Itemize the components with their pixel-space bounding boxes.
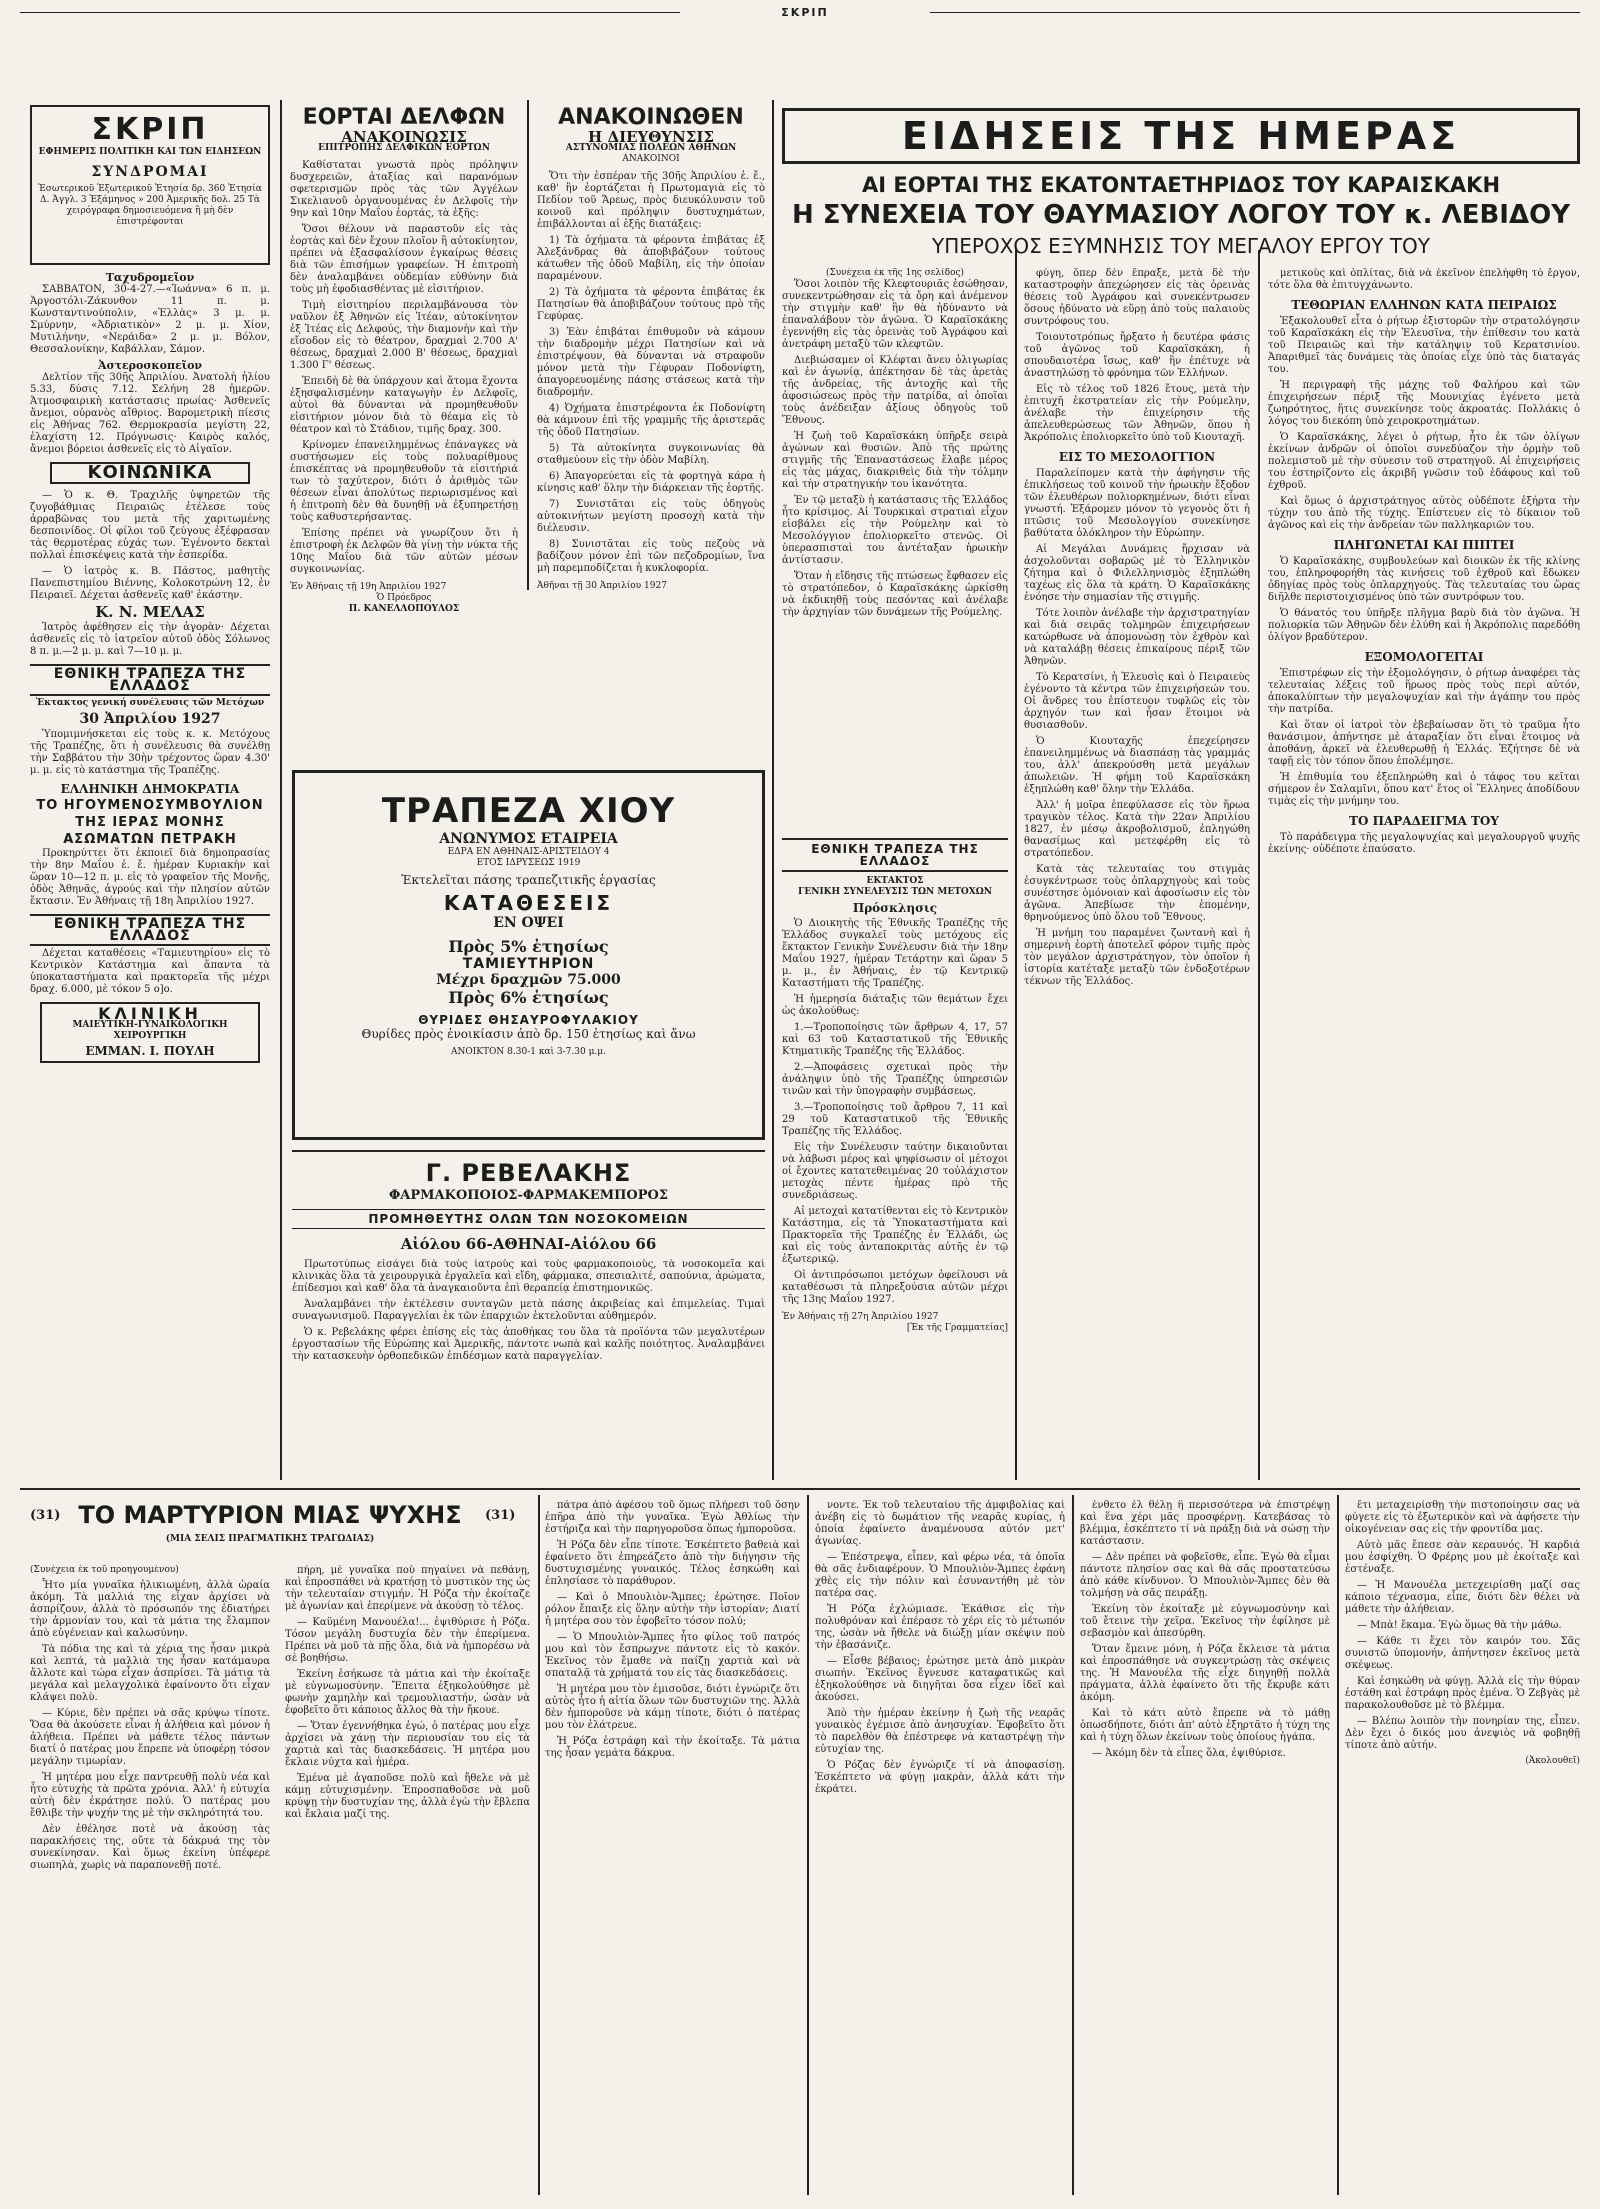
bank-heading: ΕΘΝΙΚΗ ΤΡΑΠΕΖΑ ΤΗΣ ΕΛΛΑΔΟΣ xyxy=(30,664,270,696)
bank-chios-limit: Μέχρι δραχμῶν 75.000 xyxy=(436,972,621,988)
social-news-heading: ΚΟΙΝΩΝΙΚΑ xyxy=(50,462,250,484)
text-block: 5) Τὰ αὐτοκίνητα συγκοινωνίας θὰ σταθμεύουν εἰς τὴν ὁδὸν Μαβίλη. xyxy=(537,443,765,466)
bank-chios-ad xyxy=(292,770,765,1140)
skrip-tagline: ΕΦΗΜΕΡΙΣ ΠΟΛΙΤΙΚΗ ΚΑΙ ΤΩΝ ΕΙΔΗΣΕΩΝ xyxy=(38,147,262,157)
text-block: Τὸ παράδειγμα τῆς μεγαλοψυχίας καὶ μεγαλουργοῦ ψυχῆς ἐκείνης· οὐδέποτε ἐπαύσατο. xyxy=(1268,832,1580,855)
bank-assembly-notice xyxy=(782,838,1008,1478)
text-block: 7) Συνιστᾶται εἰς τοὺς ὁδηγοὺς αὐτοκινήτων μεγίστη προσοχὴ κατὰ τὴν διέλευσιν. xyxy=(537,499,765,534)
police-notice xyxy=(537,105,765,765)
serial-column-5 xyxy=(1080,1500,1330,2195)
bank-chios-hours: ΑΝΟΙΚΤΟΝ 8.30-1 καὶ 3-7.30 μ.μ. xyxy=(451,1047,606,1057)
serial-column-6 xyxy=(1345,1500,1580,2195)
text-block: Καὶ τὸ κάτι αὐτὸ ἔπρεπε νὰ τὸ μάθῃ ὁπωσδήποτε, διότι ἀπ' αὐτὸ ἐξηρτᾶτο ἡ τύχη της καὶ ἡ τύχη ὅλων ἐκείνων τοὺς ὁποίους ἠγάπα. xyxy=(1080,1708,1330,1743)
text-block: νοντε. Ἐκ τοῦ τελευταίου τῆς ἀμφιβολίας καὶ ἀνέβη εἰς τὸ δωμάτιον τῆς νεαρᾶς κυρίας, ἡ ὁποία ἐφαίνετο ἀναμένουσα αὐτόν μετ' ἀγωνίας. xyxy=(815,1500,1065,1547)
text-block: ἐνθετο ἐλ θέλῃ ἢ περισσότερα νὰ ἐπιστρέψῃ καὶ ἕνα χέρι μᾶς προσφέρνῃ. Κατεβάσας τὸ βλέμμα, ἐσκέπτετο τί νὰ πράξῃ διὰ νὰ σώσῃ τὴν κατάστασιν. xyxy=(1080,1500,1330,1547)
news-headline-1: ΑΙ ΕΟΡΤΑΙ ΤΗΣ ΕΚΑΤΟΝΤΑΕΤΗΡΙΔΟΣ ΤΟΥ ΚΑΡΑΙΣΚΑΚΗ xyxy=(861,173,1501,197)
text-block: 4) Ὀχήματα ἐπιστρέφοντα ἐκ Ποδονίφτη θὰ κάμνουν ἐπὶ τῆς γραμμῆς τῆς ἀριστερᾶς τῆς ὁδοῦ Πατησίων. xyxy=(537,403,765,438)
bank-chios-rate-1: Πρὸς 5% ἐτησίως xyxy=(448,937,609,956)
news-headline-3: ΥΠΕΡΟΧΟΣ ΕΞΥΜΝΗΣΙΣ ΤΟΥ ΜΕΓΑΛΟΥ ΕΡΓΟΥ ΤΟΥ xyxy=(932,234,1430,258)
serial-number-right: (31) xyxy=(485,1508,516,1523)
news-banner-title: ΕΙΔΗΣΕΙΣ ΤΗΣ ΗΜΕΡΑΣ xyxy=(901,114,1461,158)
news-column-2 xyxy=(1024,268,1250,1468)
text-block: — Κύριε, δὲν πρέπει νὰ σᾶς κρύψω τίποτε. Ὅσα θὰ ἀκούσετε εἶναι ἡ ἀλήθεια καὶ μόνον ἡ ἀλήθεια. Πρέπει νὰ μάθετε τέλος πάντων διατί ὁ πατέρας μου ἔπρεπε νὰ ὑποφέρῃ τόσον μεγάλην τιμωρίαν. xyxy=(30,1708,270,1767)
text-block: Ὁ θάνατός του ὑπῆρξε πλῆγμα βαρὺ διὰ τὸν ἀγῶνα. Ἡ πολιορκία τῶν Ἀθηνῶν δὲν ἐλύθη καὶ ἡ Ἀκρόπολις παρεδόθη ὀλίγον βραδύτερον. xyxy=(1268,608,1580,643)
serial-column-2 xyxy=(285,1565,530,2195)
text-block: — Καὶ ὁ Μπουλιὸν-Ἄμπες; ἐρώτησε. Ποῖον ρόλον ἔπαιξε εἰς ὅλην αὐτὴν τὴν ἱστορίαν; Διατί ἡ μητέρα σου τὸν ἐφοβεῖτο τόσον πολύ; xyxy=(545,1592,800,1627)
serial-header xyxy=(30,1500,530,1560)
column-rule xyxy=(1258,250,1260,1480)
skrip-name: ΣΚΡΙΠ xyxy=(91,112,209,147)
text-block: — Δὲν πρέπει νὰ φοβεῖσθε, εἶπε. Ἐγὼ θὰ εἶμαι πάντοτε πλησίον σας καὶ θὰ σᾶς προστατεύσω ἀπὸ κάθε κίνδυνον. Ὁ Μπουλιὸν-Ἄμπες δὲν θὰ τολμήσῃ νὰ σᾶς πειράξῃ. xyxy=(1080,1552,1330,1599)
pharmacy-supplier: ΠΡΟΜΗΘΕΥΤΗΣ ΟΛΩΝ ΤΩΝ ΝΟΣΟΚΟΜΕΙΩΝ xyxy=(292,1209,765,1229)
bank-chios-price: Θυρίδες πρὸς ἐνοικίασιν ἀπὸ δρ. 150 ἐτησίως καὶ ἄνω xyxy=(361,1027,696,1041)
text-block: 3.—Τροποποίησις τοῦ ἄρθρου 7, 11 καὶ 29 τοῦ Καταστατικοῦ τῆς Ἐθνικῆς Τραπέζης τῆς Ἑλλάδος. xyxy=(782,1102,1008,1137)
post-heading: Ταχυδρομεῖον xyxy=(105,272,195,284)
text-block: Ἡ ζωὴ τοῦ Καραϊσκάκη ὑπῆρξε σειρὰ ἀγώνων καὶ θυσιῶν. Ἀπὸ τῆς πρώτης στιγμῆς τῆς Ἐπαναστάσεως ἔλαβε μέρος εἰς τὰς μάχας, διακριθεὶς διὰ τὴν τόλμην καὶ τὴν στρατηγικήν του ἱκανότητα. xyxy=(782,431,1008,490)
text-block: Ὁ κ. Ρεβελάκης φέρει ἐπίσης εἰς τὰς ἀποθήκας του ὅλα τὰ προϊόντα τῶν μεγαλυτέρων ἐργοστασίων τῆς Εὐρώπης καὶ Ἀμερικῆς, πάντοτε νωπὰ καὶ καλῆς ποιότητος. Ἀναλαμβάνει τὴν κατασκευὴν ὀρθοπεδικῶν ἐπιδέσμων κατὰ παραγγελίαν. xyxy=(292,1327,765,1362)
news-column-3 xyxy=(1268,268,1580,1468)
text-block: Ἡ περιγραφὴ τῆς μάχης τοῦ Φαλήρου καὶ τῶν ἐπιχειρήσεων πέριξ τῆς Μουνιχίας ἐγένετο μετὰ ζωηρότητος, ἥτις συνεκίνησε τοὺς ἀκροατάς. Πολλάκις ὁ λόγος του διεκόπη ὑπὸ χειροκροτημάτων. xyxy=(1268,380,1580,427)
text-block: — Ἐπέστρεψα, εἶπεν, καὶ φέρω νέα, τὰ ὁποῖα θὰ σᾶς ἐνδιαφέρουν. Ὁ Μπουλιὸν-Ἄμπες ἐφάνη χθὲς εἰς τὴν πόλιν καὶ ἐσυναντήθη μὲ τὸν πατέρα σας. xyxy=(815,1552,1065,1599)
text-block: — Ὅταν ἐγεννήθηκα ἐγώ, ὁ πατέρας μου εἶχε ἀρχίσει νὰ χάνῃ τὴν περιουσίαν του εἰς τὰ χαρτιὰ καὶ τὰς διασκεδάσεις. Ἡ μητέρα μου ἔκλαιε νύχτα καὶ ἡμέρα. xyxy=(285,1721,530,1768)
serial-number-left: (31) xyxy=(30,1508,61,1523)
text-block: Ὁ Καραϊσκάκης, συμβουλεύων καὶ διοικῶν ἐκ τῆς κλίνης του, ἐπληροφορήθη τὰς κινήσεις τοῦ ἐχθροῦ καὶ ἔδωκεν ὁδηγίας πρὸς τοὺς ὁπλαρχηγούς. Τὰς τελευταίας του ὥρας διῆλθε περιστοιχισμένος ὑπὸ τῶν συντρόφων του. xyxy=(1268,556,1580,603)
text-block: — Μπὰ! ἔκαμα. Ἐγὼ ὅμως θὰ τὴν μάθω. xyxy=(1357,1620,1562,1631)
text-block: Ἡ ἡμερησία διάταξις τῶν θεμάτων ἔχει ὡς ἀκολούθως: xyxy=(782,994,1008,1017)
text-block: 1) Τὰ ὀχήματα τὰ φέροντα ἐπιβάτας ἐξ Ἀλεξάνδρας θὰ ἀποβιβάζουν τούτους κάτωθεν τῆς ὁδοῦ Μαβίλη, εἰς τὴν ὁποίαν παραμένουν. xyxy=(537,235,765,282)
peiraeus-heading: ΤΕΘΩΡΙΑΝ ΕΛΛΗΝΩΝ ΚΑΤΑ ΠΕΙΡΑΙΩΣ xyxy=(1291,298,1557,312)
text-block: Εἰς τὸ τέλος τοῦ 1826 ἔτους, μετὰ τὴν ἐπιτυχῆ ἐκστρατείαν εἰς τὴν Ρούμελην, ἀνέλαβε τὴν ἐπιχείρησιν τῆς ἀπελευθερώσεως τῶν Ἀθηνῶν, ὅπου ἡ Ἀκρόπολις ἐπολιορκεῖτο ὑπὸ τοῦ Κιουταχῆ. xyxy=(1024,384,1250,443)
text-block: Προκηρύττει ὅτι ἐκποιεῖ διὰ δημοπρασίας τὴν 8ην Μαΐου ἐ. ἔ. ἡμέραν Κυριακὴν καὶ ὥραν 10—12 π. μ. εἰς τὸ γραφεῖον τῆς Μονῆς, ὁδὸς Ἀθηνᾶς, ἀγρούς καὶ τὴν πλησίον αὐτῶν ἔκτασιν. Ἐν Ἀθήναις τῇ 18η Ἀπριλίου 1927. xyxy=(30,848,270,907)
text-block: 8) Συνιστᾶται εἰς τοὺς πεζοὺς νὰ βαδίζουν μόνον ἐπὶ τῶν πεζοδρομίων, ἵνα μὴ παρεμποδίζεται ἡ κυκλοφορία. xyxy=(537,539,765,574)
serial-column-4 xyxy=(815,1500,1065,2195)
text-block: (Συνέχεια ἐκ τῆς 1ης σελίδος) xyxy=(825,268,965,278)
text-block: Τότε λοιπὸν ἀνέλαβε τὴν ἀρχιστρατηγίαν καὶ διὰ σειρᾶς τολμηρῶν ἐπιχειρήσεων κατώρθωσε νὰ ἀπομονώσῃ τὸν ἐχθρὸν καὶ νὰ καταλάβῃ θέσεις ἐπικαίρους πέριξ τῶν Ἀθηνῶν. xyxy=(1024,608,1250,667)
clinic-doctor: ΕΜΜΑΝ. Ι. ΠΟΥΛΗ xyxy=(85,1044,215,1058)
delphi-notice xyxy=(290,105,518,765)
bank-chios-seat: ΕΔΡΑ ΕΝ ΑΘΗΝΑΙΣ-ΑΡΙΣΤΕΙΔΟΥ 4 xyxy=(447,847,610,857)
bank-chios-founded: ΕΤΟΣ ΙΔΡΥΣΕΩΣ 1919 xyxy=(476,858,581,868)
subscriptions-heading: ΣΥΝΔΡΟΜΑΙ xyxy=(91,164,209,180)
serial-continued: (Συνέχεια ἐκ τοῦ προηγουμένου) xyxy=(30,1565,179,1575)
mesolonghi-heading: ΕΙΣ ΤΟ ΜΕΣΟΛΟΓΓΙΟΝ xyxy=(1058,450,1216,464)
text-block: Καὶ ἐσηκώθη νὰ φύγῃ. Ἀλλὰ εἰς τὴν θύραν ἐστάθη καὶ ἐστράφη πρὸς ἐμένα. Ὁ Ζεβγὰς μὲ παρακολουθοῦσε μὲ τὸ βλέμμα. xyxy=(1345,1676,1580,1711)
police-sub3: ΑΝΑΚΟΙΝΟΙ xyxy=(622,154,680,164)
serial-column-rule xyxy=(1072,1495,1074,2195)
police-sub2: ΑΣΤΥΝΟΜΙΑΣ ΠΟΛΕΩΝ ΑΘΗΝΩΝ xyxy=(565,143,737,153)
text-block: Καθίσταται γνωστὰ πρὸς πρόληψιν δυσχερειῶν, ἀταξίας καὶ παρανόμων σφετερισμῶν πρὸς τὰς τῶν Ἀγγέλων Σικελιανοῦ ὀργανουμένας ἐν Δελφοῖς τὴν 9ην καὶ 10ην Μαΐου ἑορτάς, τὰ ἑξῆς: xyxy=(290,160,518,219)
text-block: ἔτι μεταχειρίσθῃ τὴν πιστοποίησιν σας νὰ φύγετε εἰς τὸ ἐξωτερικὸν καὶ νὰ ἀφήσετε τὴν οἰκογένειαν σας εἰς τὴν φροντίδα μας. xyxy=(1345,1500,1580,1535)
serial-follows: (Ἀκολουθεῖ) xyxy=(1525,1756,1580,1766)
text-block: 6) Ἀπαγορεύεται εἰς τὰ φορτηγὰ κάρα ἡ κίνησις καθ' ὅλην τὴν διάρκειαν τῆς ἑορτῆς. xyxy=(537,471,765,494)
police-subtitle: Η ΔΙΕΥΘΥΝΣΙΣ xyxy=(588,128,714,146)
text-block: Ἐξακολουθεῖ εἶτα ὁ ρήτωρ ἐξιστορῶν τὴν στρατολόγησιν τοῦ Καραϊσκάκη εἰς τὴν Ἐλευσῖνα, τὴν ἐπίθεσιν του κατὰ τοῦ Πειραιῶς καὶ τὴν κατάληψιν τοῦ Κερατσινίου. Ἀπαριθμεῖ τὰς δυνάμεις τὰς ὁποίας εἶχε ὑπὸ τὰς διαταγάς του. xyxy=(1268,316,1580,375)
bank-chios-ops: Ἐκτελεῖται πάσης τραπεζιτικῆς ἐργασίας xyxy=(401,873,656,887)
delphi-title: ΕΟΡΤΑΙ ΔΕΛΦΩΝ xyxy=(302,105,506,130)
text-block: Ἡ ἐπιθυμία του ἐξεπληρώθη καὶ ὁ τάφος του κεῖται σήμερον ἐν Σαλαμῖνι, ὅπου κατ' ἔτος οἱ Ἕλληνες ἀποδίδουν τιμὰς εἰς τὴν μνήμην του. xyxy=(1268,772,1580,807)
delphi-committee: ΕΠΙΤΡΟΠΗΣ ΔΕΛΦΙΚΩΝ ΕΟΡΤΩΝ xyxy=(318,143,490,153)
text-block: Ὁ Ρόζας δὲν ἐγνώριζε τί νὰ ἀποφασίσῃ. Ἐσκέπτετο νὰ φύγῃ μακρὰν, ἀλλὰ κάτι τὴν ἐκράτει. xyxy=(815,1760,1065,1795)
observatory-heading: Ἀστεροσκοπεῖον xyxy=(97,359,203,372)
text-block: Παραλείπομεν κατὰ τὴν ἀφήγησιν τῆς ἐπικλήσεως τοῦ κοινοῦ τὴν ἡρωικὴν ἔξοδον τῶν ἐλευθέρων πολιορκημένων, διότι εἶναι γνωστή. Ἐξάρομεν μόνον τὸ γεγονὸς ὅτι ἡ πτῶσις τοῦ Μεσολογγίου συνεκίνησε βαθύτατα ὁλόκληρον τὴν Εὐρώπην. xyxy=(1024,468,1250,539)
text-block: Ἐπειδὴ δὲ θὰ ὑπάρχουν καὶ ἄτομα ἔχοντα ἐξησφαλισμένην καταγωγὴν ἐν Δελφοῖς, αὐτοὶ θὰ δύνανται νὰ προμηθευθοῦν εἰσιτήριον μόνον διὰ τὸ θέαμα εἰς τὸ θέατρον καὶ τὸ Στάδιον, τιμῆς δραχ. 300. xyxy=(290,376,518,435)
text-block: πήρη, μὲ γυναῖκα ποὺ πηγαίνει νὰ πεθάνῃ, καὶ ἐπροσπάθει νὰ κρατήσῃ τὸ μυστικὸν της ὡς τὴν τελευταίαν στιγμήν. Ἡ Ρόζα τὴν ἐκοίταζε μὲ ἀγωνίαν καὶ ἐπερίμενε νὰ ἀκούσῃ τὸ τέλος. xyxy=(285,1565,530,1612)
serial-column-3 xyxy=(545,1500,800,2195)
text-block: — Ὁ κ. Θ. Τραχιλῆς ὑψηρετῶν τῆς ζυγοβάθμιας Πειραιῶς ἐτέλεσε τοὺς ἀρραβῶνας του μετὰ τῆς χαριτωμένης δεσποινίδος. Οἱ φίλοι τοῦ ζεύγους ἐξέφρασαν τὰς θερμοτέρας εὐχάς των. Ἐγένοντο δεκταὶ πολλαὶ ἐπισκέψεις κατὰ τὴν ἑσπερίδα. xyxy=(30,490,270,561)
text-block: — Ὁ Μπουλιὸν-Ἄμπες ἦτο φίλος τοῦ πατρός μου καὶ τὸν ἔσπρωχνε πάντοτε εἰς τὸ κακόν. Ἐκεῖνος τὸν ἔμαθε νὰ παίζῃ χαρτιὰ καὶ νὰ σπαταλᾷ τὰ χρήματά του εἰς τὰς διασκεδάσεις. xyxy=(545,1632,800,1679)
text-block: Ὁ Διοικητὴς τῆς Ἐθνικῆς Τραπέζης τῆς Ἑλλάδος συγκαλεῖ τοὺς μετόχους εἰς ἔκτακτον Γενικὴν Συνέλευσιν διὰ τὴν 18ην Μαΐου 1927, ἡμέραν Τετάρτην καὶ ὥραν 5 μ. μ., ἐν Ἀθήναις, ἐν τῷ Κεντρικῷ Καταστήματι τῆς Τραπέζης. xyxy=(782,918,1008,989)
bank-subheading: Ἐκτακτος γενική συνέλευσις τῶν Μετόχων xyxy=(35,698,265,708)
text-block: μετικοὺς καὶ ὁπλίτας, διὰ νὰ ἐκεῖνον ἐπελήφθη τὸ ἔργον, τότε ὅλα θὰ ἐπιτυγχάνωντο. xyxy=(1268,268,1580,291)
text-block: Ἐκείνη ἐσήκωσε τὰ μάτια καὶ τὴν ἐκοίταξε μὲ εὐγνωμοσύνην. Ἔπειτα ἐξηκολούθησε μὲ φωνὴν χαμηλὴν καὶ τρεμουλιαστήν, ὡσὰν νὰ ἐφοβεῖτο ὅτι κάποιος ἄλλος θὰ τὴν ἤκουε. xyxy=(285,1669,530,1716)
text-block: Ὅταν ἡ εἴδησις τῆς πτώσεως ἔφθασεν εἰς τὸ στρατόπεδον, ὁ Καραϊσκάκης ὡρκίσθη νὰ ἐκδικηθῇ τοὺς πεσόντας καὶ ἀνέλαβε τὴν ἀρχηγίαν τῶν δυνάμεων τῆς Ρούμελης. xyxy=(782,571,1008,618)
text-block: φύγη, ὅπερ δὲν ἔπραξε, μετὰ δὲ τὴν καταστροφὴν ἀπεχώρησεν εἰς τὰς ὀρεινὰς θέσεις τοῦ Ἀγράφου καὶ συνεκέντρωσεν ὅσους ἠδύνατο νὰ εὕρῃ ἀπὸ τοὺς παλαιοὺς συντρόφους του. xyxy=(1024,268,1250,327)
skrip-subscription-box xyxy=(30,105,270,265)
column-rule xyxy=(772,100,774,1480)
serial-column-rule xyxy=(807,1495,809,2195)
bank-notice-from: [Ἐκ τῆς Γραμματείας] xyxy=(906,1323,1008,1333)
text-block: Δελτίον τῆς 30ῆς Ἀπριλίου. Ἀνατολὴ ἡλίου 5.33, δύσις 7.12. Σελήνη 28 ἡμερῶν. Ἀτμοσφαιρικὴ κατάστασις πρωίας· Ἀσθενεῖς ἄνεμοι, οὐρανὸς αἴθριος. Βαρομετρικὴ πίεσις εἰς Ἀθήνας 762. Θερμοκρασία μεγίστη 22, ἐλαχίστη 12. Πρόγνωσις· Καιρὸς καλός, ἄνεμοι βόρειοι ἀσθενεῖς εἰς τὸ Αἰγαῖον. xyxy=(30,372,270,455)
clinic-ad xyxy=(40,1002,260,1063)
text-block: Τιμὴ εἰσιτηρίου περιλαμβάνουσα τὸν ναῦλον ἐξ Ἀθηνῶν εἰς Ἰτέαν, αὐτοκίνητον ἐξ Ἰτέας εἰς Δελφούς, τὴν διαμονὴν καὶ τὴν εἴσοδον εἰς τὸ θέατρον, δραχμαὶ 2.700 Α' θέσεως, δραχμαὶ 2.000 Β' θέσεως, δραχμαὶ 1.300 Γ' θέσεως. xyxy=(290,300,518,371)
text-block: Εἰς τὴν Συνέλευσιν ταύτην δικαιοῦνται νὰ λάβωσι μέρος καὶ ψηφίσωσιν οἱ μέτοχοι οἱ ἔχοντες κατατεθειμένας 20 τοὐλάχιστον μετοχὰς πέντε ἡμέρας πρὸ τῆς συνεδριάσεως. xyxy=(782,1142,1008,1201)
delphi-date: Ἐν Ἀθήναις τῇ 19η Ἀπριλίου 1927 xyxy=(290,582,447,592)
bank-notice-invitation: Πρόσκλησις xyxy=(852,901,938,915)
column-rule xyxy=(1015,250,1017,1480)
bank-notice-sub2: ΓΕΝΙΚΗ ΣΥΝΕΛΕΥΣΙΣ ΤΩΝ ΜΕΤΟΧΩΝ xyxy=(797,887,992,897)
text-block: Ὅσοι θέλουν νὰ παραστοῦν εἰς τὰς ἑορτὰς καὶ δὲν ἔχουν πλοῖον ἢ αὐτοκίνητον, πρέπει νὰ ἐξασφαλίσουν ἐγκαίρως θέσεις διὰ τῶν ἐπισήμων γραφείων. Ἡ ἐπιτροπὴ δὲν ἀναλαμβάνει οὐδεμίαν εὐθύνην διὰ τοὺς μὴ ἐφοδιασθέντας μὲ εἰσιτήριον. xyxy=(290,224,518,295)
bank-chios-deposits: ΚΑΤΑΘΕΣΕΙΣ xyxy=(443,891,614,915)
text-block: Ὑπομιμνήσκεται εἰς τοὺς κ. κ. Μετόχους τῆς Τραπέζης, ὅτι ἡ συνέλευσις θὰ συνέλθῃ τὴν Σαββάτου τὴν 30ὴν τρέχοντος ὥραν 4.30' μ. μ. εἰς τὸ κατάστημα τῆς Τραπέζης. xyxy=(30,729,270,776)
text-block: Ἐν τῷ μεταξὺ ἡ κατάστασις τῆς Ἑλλάδος ἦτο κρίσιμος. Αἱ Τουρκικαὶ στρατιαὶ εἶχον εἰσβάλει εἰς τὴν Ρούμελην καὶ τὸ Μεσολόγγιον ἐπολιορκεῖτο στενῶς. Οἱ ὑπερασπισταὶ του ἀντέταξαν ἡρωικὴν ἀντίστασιν. xyxy=(782,495,1008,566)
text-block: — Βλέπω λοιπὸν τὴν πονηρίαν της, εἶπεν. Δὲν ἔχει ὁ δικός μου ἀνεψιὸς νὰ φοβηθῇ τίποτε ἀπὸ αὐτήν. xyxy=(1345,1716,1580,1751)
pharmacy-role: ΦΑΡΜΑΚΟΠΟΙΟΣ-ΦΑΡΜΑΚΕΜΠΟΡΟΣ xyxy=(388,1188,669,1203)
bank-chios-safes: ΘΥΡΙΔΕΣ ΘΗΣΑΥΡΟΦΥΛΑΚΙΟΥ xyxy=(418,1013,639,1027)
melas-name: Κ. Ν. ΜΕΛΑΣ xyxy=(95,603,205,621)
delphi-signer: Π. ΚΑΝΕΛΛΟΠΟΥΛΟΣ xyxy=(348,604,460,614)
column-rule xyxy=(527,100,529,590)
example-heading: ΤΟ ΠΑΡΑΔΕΙΓΜΑ ΤΟΥ xyxy=(1349,814,1499,828)
pharmacy-ad xyxy=(292,1150,765,1470)
serial-title: ΤΟ ΜΑΡΤΥΡΙΟΝ ΜΙΑΣ ΨΥΧΗΣ xyxy=(78,1501,462,1529)
police-title: ΑΝΑΚΟΙΝΩΘΕΝ xyxy=(558,105,744,130)
text-block: Ἡ Ρόζα ἐχλώμιασε. Ἐκάθισε εἰς τὴν πολυθρόναν καὶ ἐπέρασε τὸ χέρι εἰς τὸ μέτωπόν της, ὡσὰν νὰ ἤθελε νὰ διώξῃ μίαν σκέψιν ποὺ τὴν ἐβασάνιζε. xyxy=(815,1604,1065,1651)
bank-chios-rate-2: Πρὸς 6% ἐτησίως xyxy=(448,988,609,1007)
text-block: Ἡ μητέρα μου τὸν ἐμισοῦσε, διότι ἐγνώριζε ὅτι αὐτὸς ἦτο ἡ αἰτία ὅλων τῶν δυστυχιῶν της. Ἀλλὰ δὲν ἠμποροῦσε νὰ κάμῃ τίποτε, διότι ὁ πατέρας μου τὸν ἐλάτρευε. xyxy=(545,1684,800,1731)
monastery-heading: ΤΟ ΗΓΟΥΜΕΝΟΣΥΜΒΟΥΛΙΟΝ ΤΗΣ ΙΕΡΑΣ ΜΟΝΗΣ ΑΣΩΜΑΤΩΝ ΠΕΤΡΑΚΗ xyxy=(36,798,264,847)
text-block: — Εἶσθε βέβαιος; ἐρώτησε μετὰ ἀπὸ μικρὰν σιωπήν. Ἐκεῖνος ἔγνευσε καταφατικῶς καὶ ἐξηκολούθησε νὰ διηγῆται ὅσα εἶχεν ἰδεῖ καὶ ἀκούσει. xyxy=(815,1656,1065,1703)
serial-subtitle: (ΜΙΑ ΣΕΛΙΣ ΠΡΑΓΜΑΤΙΚΗΣ ΤΡΑΓΩΔΙΑΣ) xyxy=(165,1534,375,1544)
bank2-heading: ΕΘΝΙΚΗ ΤΡΑΠΕΖΑ ΤΗΣ ΕΛΛΑΔΟΣ xyxy=(30,914,270,946)
text-block: Τὸ Κερατσίνι, ἡ Ἐλευσὶς καὶ ὁ Πειραιεὺς ἐγένοντο τὰ κέντρα τῶν ἐπιχειρήσεών του. Οἱ ἄνδρες του ἐπίστευον τυφλῶς εἰς τὸν ἀρχηγόν των καὶ ἦσαν ἕτοιμοι νὰ θυσιασθοῦν. xyxy=(1024,672,1250,731)
text-block: Ἐκείνη τὸν ἐκοίταξε μὲ εὐγνωμοσύνην καὶ τοῦ ἔτεινε τὴν χεῖρα. Ἐκεῖνος τὴν ἐφίλησε μὲ σεβασμὸν καὶ ἀπεσύρθη. xyxy=(1080,1604,1330,1639)
news-column-1 xyxy=(782,268,1008,828)
text-block: — Ὁ ἰατρὸς κ. Β. Πάστος, μαθητὴς Πανεπιστημίου Βιέννης, Κολοκοτρώνη 12, ἐν Πειραιεῖ. Δέχεται ἀσθενεῖς καθ' ἑκάστην. xyxy=(30,566,270,601)
pharmacy-name: Γ. ΡΕΒΕΛΑΚΗΣ xyxy=(292,1150,765,1188)
clinic-subtitle: ΜΑΙΕΥΤΙΚΗ-ΓΥΝΑΙΚΟΛΟΓΙΚΗ ΧΕΙΡΟΥΡΓΙΚΗ xyxy=(72,1020,228,1041)
text-block: Ἀλλ' ἡ μοῖρα ἐπεφύλασσε εἰς τὸν ἥρωα τραγικὸν τέλος. Κατὰ τὴν 22αν Ἀπριλίου 1827, ἐν μέσῳ ἀκροβολισμοῦ, ἐπληγώθη θανασίμως καὶ μετεφέρθη εἰς τὸ στρατόπεδον. xyxy=(1024,800,1250,859)
text-block: Κρίνομεν ἐπανειλημμένως ἐπάναγκες νὰ συστήσωμεν εἰς τοὺς πολυαρίθμους ἐπισκέπτας νὰ προμηθευθοῦν τὰ εἰσιτήριά των τὸ ταχύτερον, διότι ὁ ἀριθμὸς τῶν θέσεων εἶναι ἀπολύτως περιωρισμένος καὶ ἡ ἐπιτροπὴ δὲν θὰ δυνηθῇ νὰ ἐξυπηρετήσῃ τοὺς καθυστερήσαντας. xyxy=(290,440,518,523)
delphi-signer-role: Ὁ Πρόεδρος xyxy=(376,593,432,603)
text-block: — Κάθε τι ἔχει τὸν καιρόν του. Σᾶς συνιστῶ ὑπομονήν, ἀπήντησεν ἐκεῖνος μετὰ σκέψεως. xyxy=(1345,1636,1580,1671)
left-column-text xyxy=(30,272,270,1477)
text-block: Ὅταν ἔμεινε μόνη, ἡ Ρόζα ἔκλεισε τὰ μάτια καὶ ἐπροσπάθησε νὰ συγκεντρώσῃ τὰς σκέψεις της. Ἡ Μανουέλα τῆς εἶχε διηγηθῇ πολλὰ πράγματα, ἀλλὰ ἐφαίνετο ὅτι τῆς ἔκρυβε κάτι ἀκόμη. xyxy=(1080,1644,1330,1703)
text-block: — Καϋμένη Μανουέλα!... ἐψιθύρισε ἡ Ρόζα. Τόσον μεγάλη δυστυχία δὲν τὴν ἐπερίμενα. Πρέπει νὰ μοῦ τὰ πῇς ὅλα, διὰ νὰ ἠμπορέσω νὰ σὲ βοηθήσω. xyxy=(285,1617,530,1664)
news-headline-2: Η ΣΥΝΕΧΕΙΑ ΤΟΥ ΘΑΥΜΑΣΙΟΥ ΛΟΓΟΥ ΤΟΥ κ. ΛΕΒΙΔΟΥ xyxy=(791,200,1571,230)
text-block: Ἀπὸ τὴν ἡμέραν ἐκείνην ἡ ζωὴ τῆς νεαρᾶς γυναικὸς ἐγέμισε ἀπὸ ἀνησυχίαν. Ἐφοβεῖτο ὅτι τὸ παρελθὸν θὰ ἐπέστρεφε νὰ καταστρέψῃ τὴν εὐτυχίαν της. xyxy=(815,1708,1065,1755)
text-block: Αἱ Μεγάλαι Δυνάμεις ἤρχισαν νὰ ἀσχολοῦνται σοβαρῶς μὲ τὸ Ἑλληνικὸν ζήτημα καὶ ὁ Φιλελληνισμὸς ἐξηπλώθη ταχέως εἰς ὅλα τὰ κράτη. Ὁ Καραϊσκάκης ἐνόησε τὴν σημασίαν τῆς στιγμῆς. xyxy=(1024,544,1250,603)
clinic-title: ΚΛΙΝΙΚΗ xyxy=(98,1004,202,1023)
news-banner xyxy=(782,108,1580,164)
text-block: Οἱ ἀντιπρόσωποι μετόχων ὀφείλουσι νὰ καταθέσωσι τὰ πληρεξούσια αὐτῶν μέχρι τῆς 13ης Μαΐου 1927. xyxy=(782,1270,1008,1305)
delphi-subtitle: ΑΝΑΚΟΙΝΩΣΙΣ xyxy=(341,128,467,146)
masthead-rule-right xyxy=(930,12,1580,13)
text-block: Τὰ πόδια της καὶ τὰ χέρια της ἦσαν μικρὰ καὶ λεπτά, τὰ μαλλιὰ της ἦσαν κατάμαυρα ἄλλοτε καὶ τώρα εἶχαν ἀσπρίσει. Τὰ μάτια τὰ μεγάλα καὶ μελαγχολικὰ ἐφαίνοντο ὅτι εἶχαν κλάψει πολὺ. xyxy=(30,1644,270,1703)
column-rule xyxy=(280,100,282,1480)
text-block: Κατὰ τὰς τελευταίας του στιγμὰς ἐσυγκέντρωσε τοὺς ὁπλαρχηγοὺς καὶ τοὺς συνέστησε ὁμόνοιαν καὶ ἀφοσίωσιν εἰς τὸν ἀγῶνα. Ἀπεβίωσε τὴν ἑπομένην, θρηνούμενος ὑπὸ ὅλου τοῦ Ἔθνους. xyxy=(1024,864,1250,923)
text-block: Τοιουτοτρόπως ἤρξατο ἡ δευτέρα φάσις τοῦ ἀγῶνος τοῦ Καραϊσκάκη, ἡ σπουδαιοτέρα ἴσως, καθ' ἣν ἐπέτυχε νὰ ἀναστηλώσῃ τὸ φρόνημα τῶν Ἑλλήνων. xyxy=(1024,332,1250,379)
text-block: Ἐπίσης πρέπει νὰ γνωρίζουν ὅτι ἡ ἐπιστροφὴ ἐκ Δελφῶν θὰ γίνῃ τὴν νύκτα τῆς 10ης Μαΐου διὰ τῶν αὐτῶν μέσων συγκοινωνίας. xyxy=(290,528,518,575)
bank-notice-date: Ἐν Ἀθήναις τῇ 27η Ἀπριλίου 1927 xyxy=(782,1312,939,1322)
pharmacy-text xyxy=(292,1259,765,1459)
text-block: Διεβιώσαμεν οἱ Κλέφται ἄνευ ὀλιγωρίας καὶ ἐν ἀγωνίᾳ, ἀπέκτησαν δὲ τὰς ἀρετὰς τῆς ἀνδρείας, τῆς ἀντοχῆς καὶ τῆς ἀφοσιώσεως πρὸς τὴν πατρίδα, αἱ ὁποῖαι τοὺς ἀνέδειξαν ἀξίους ὁδηγοὺς τοῦ Ἔθνους. xyxy=(782,355,1008,426)
bank-chios-savings: ΤΑΜΙΕΥΤΗΡΙΟΝ xyxy=(462,956,595,972)
bank-chios-type: ΑΝΩΝΥΜΟΣ ΕΤΑΙΡΕΙΑ xyxy=(439,831,618,847)
subscriptions-text: Ἐσωτερικοῦ Ἐξωτερικοῦ Ἐτησία δρ. 360 Ἐτησία Δ. Ἀγγλ. 3 Ἑξάμηνος » 200 Ἀμερικῆς δολ. 25 Τὰ χειρόγραφα δημοσιευόμενα ἢ μὴ δὲν ἐπιστρέφονται xyxy=(38,184,262,227)
text-block: Ἦτο μία γυναῖκα ἡλικιωμένη, ἀλλὰ ὡραία ἀκόμη. Τὰ μαλλιά της εἶχαν ἀρχίσει νὰ ἀσπρίζουν, ἀλλὰ τὸ πρόσωπόν της ἐδιατήρει τὴν ἁρμονίαν του, καὶ τὰ μάτια της ἔλαμπον ἀπὸ εὐγένειαν καὶ καλωσύνην. xyxy=(30,1580,270,1639)
text-block: Ἰατρὸς ἀφέθησεν εἰς τὴν ἀγορὰν· Δέχεται ἀσθενεῖς εἰς τὸ ἰατρεῖον αὐτοῦ ὁδὸς Σόλωνος 8 π. μ.—2 μ. μ. καὶ 7—10 μ. μ. xyxy=(30,622,270,657)
pharmacy-address: Αἰόλου 66-ΑΘΗΝΑΙ-Αἰόλου 66 xyxy=(400,1235,657,1253)
hellenic-republic: ΕΛΛΗΝΙΚΗ ΔΗΜΟΚΡΑΤΙΑ xyxy=(60,782,240,796)
text-block: Ὅσοι λοιπὸν τῆς Κλεφτουριᾶς ἐσώθησαν, συνεκεντρώθησαν εἰς τὰ ὄρη καὶ ἀνέμενον τὴν στιγμὴν καθ' ἣν θὰ ἠδύναντο νὰ ἐπαναλάβουν τὸν ἀγῶνα. Ὁ Καραϊσκάκης ἐγεννήθη εἰς τὰς ὀρεινὰς τοῦ Ἀγράφου καὶ ἀνετράφη μεταξὺ τῶν κλεφτῶν. xyxy=(782,279,1008,350)
text-block: Ἐμένα μὲ ἀγαποῦσε πολὺ καὶ ἤθελε νὰ μὲ κάμῃ εὐτυχισμένην. Ἐπροσπαθοῦσε νὰ μοῦ κρύψῃ τὴν δυστυχίαν της, ἀλλὰ ἐγὼ τὴν ἔβλεπα καὶ ἔκλαια μαζί της. xyxy=(285,1773,530,1820)
text-block: Ἡ μνήμη του παραμένει ζωντανὴ καὶ ἡ σημερινὴ ἑορτὴ ἀποτελεῖ φόρον τιμῆς πρὸς τὸν μεγάλον ἀρχιστράτηγον, τὸν ὁποῖον ἡ ἱστορία κατέταξε μεταξὺ τῶν ἐνδοξοτέρων τέκνων τῆς Ἑλλάδος. xyxy=(1024,928,1250,987)
text-block: πάτρα ἀπὸ ἀφέσου τοῦ ὅμως πλήρεσι τοῦ ὅσην ἐπῆρα ἀπὸ τὴν γυναῖκα. Ἐγὼ Ἀθλίως τὴν ἐστήριζα καὶ τὴν παρηγοροῦσα ὅπως ἠμποροῦσα. xyxy=(545,1500,800,1535)
serial-column-1 xyxy=(30,1565,270,2195)
text-block: Καὶ ὅταν οἱ ἰατροὶ τὸν ἐβεβαίωσαν ὅτι τὸ τραῦμα ἦτο θανάσιμον, ἀπήντησε μὲ ἀταραξίαν ὅτι εἶναι ἕτοιμος νὰ ἀποθάνῃ, ἀρκεῖ νὰ ἐλευθερωθῇ ἡ Ἑλλάς. Ἐζήτησε δὲ νὰ ταφῇ εἰς τὸν τόπον ὅπου ἐπολέμησε. xyxy=(1268,720,1580,767)
text-block: Αὐτὸ μᾶς ἔπεσε σὰν κεραυνός. Ἡ καρδιά μου ἐσφίχθη. Ὁ Φρέρης μου μὲ ἐκοίταξε καὶ ἐστέναξε. xyxy=(1345,1540,1580,1575)
text-block: 3) Ἐὰν ἐπιβάται ἐπιθυμοῦν νὰ κάμουν τὴν διαδρομὴν μέχρι Πατησίων καὶ νὰ ἐπιστρέψουν, θὰ δύνανται νὰ στραφοῦν μόνον μετὰ τὴν Γέφυραν Ποδονίφτη, ἀπαγορευομένης πάσης στάσεως κατὰ τὴν διαδρομήν. xyxy=(537,327,765,398)
text-block: 2) Τὰ ὀχήματα τὰ φέροντα ἐπιβάτας ἐκ Πατησίων θὰ ἀποβιβάζουν τούτους πρὸ τῆς Γεφύρας. xyxy=(537,287,765,322)
confession-heading: ΕΞΟΜΟΛΟΓΕΙΤΑΙ xyxy=(1364,650,1484,664)
text-block: Ὁ Κιουταχῆς ἐπεχείρησεν ἐπανειλημμένως νὰ διασπάσῃ τὰς γραμμάς του, ἀλλ' ἀπεκρούσθη μετὰ μεγάλων ἀπωλειῶν. Ἡ φήμη τοῦ Καραϊσκάκη ἐξηπλώθη καθ' ὅλην τὴν Ἑλλάδα. xyxy=(1024,736,1250,795)
text-block: Ἡ μητέρα μου εἶχε παντρευθῇ πολὺ νέα καὶ ἦτο εὐτυχὴς τὰ πρῶτα χρόνια. Ἀλλ' ἡ εὐτυχία αὐτὴ δὲν ἐκράτησε πολύ. Ὁ πατέρας μου ἔθλιβε τὴν ψυχήν της μὲ τὴν σκληρότητά του. xyxy=(30,1772,270,1819)
text-block: Πρωτοτύπως εἰσάγει διὰ τοὺς ἰατροὺς καὶ τοὺς φαρμακοποιοὺς, τὰ νοσοκομεῖα καὶ κλινικὰς ὅλα τὰ χειρουργικὰ ἐργαλεῖα καὶ εἴδη, φάρμακα, σπεσιαλιτέ, σαπούνια, ἀρώματα, ἐπίδεσμοι καὶ καθ' ὅλα τὰ ἀναγκαιοῦντα ἐπὶ θεραπείᾳ ἐπιστημονικῶς. xyxy=(292,1259,765,1294)
bank-notice-sub1: ΕΚΤΑΚΤΟΣ xyxy=(866,876,924,886)
serial-column-rule xyxy=(1337,1495,1339,2195)
text-block: 2.—Ἀποφάσεις σχετικαὶ πρὸς τὴν ἀνάληψιν ὑπὸ τῆς Τραπέζης ὑπηρεσιῶν τινῶν καὶ τὴν ὑπογραφὴν συμβάσεως. xyxy=(782,1062,1008,1097)
bank-chios-on-sight: ΕΝ ΟΨΕΙ xyxy=(493,915,564,931)
text-block: 1.—Τροποποίησις τῶν ἄρθρων 4, 17, 57 καὶ 63 τοῦ Καταστατικοῦ τῆς Ἐθνικῆς Κτηματικῆς Τραπέζης τῆς Ἑλλάδος. xyxy=(782,1022,1008,1057)
text-block: Δὲν ἐθέλησε ποτὲ νὰ ἀκούσῃ τὰς παρακλήσεις της, οὔτε τὰ δάκρυά της τὸν συνεκίνησαν. Καὶ ὅμως ἐκείνη ὑπέφερε σιωπηλὰ, χωρὶς νὰ παραπονεθῇ ποτέ. xyxy=(30,1824,270,1871)
page-divider xyxy=(20,1488,1580,1490)
masthead-title: ΣΚΡΙΠ xyxy=(781,6,829,19)
text-block: Αἱ μετοχαὶ κατατίθενται εἰς τὸ Κεντρικὸν Κατάστημα, εἰς τὰ Ὑποκαταστήματα καὶ Πρακτορεῖα τῆς Τραπέζης ἐν Ἑλλάδι, ὡς καὶ εἰς τοὺς ἀνταποκριτὰς αὐτῆς ἐν τῷ ἐξωτερικῷ. xyxy=(782,1206,1008,1265)
text-block: Ἡ Ρόζα ἐστράφη καὶ τὴν ἐκοίταξε. Τὰ μάτια της ἦσαν γεμάτα δάκρυα. xyxy=(545,1736,800,1759)
serial-column-rule xyxy=(538,1495,540,2195)
text-block: — Ἡ Μανουέλα μετεχειρίσθη μαζί σας κάποιο τέχνασμα, εἶπε, διότι δὲν θέλει νὰ μάθετε τὴν ἀλήθειαν. xyxy=(1345,1580,1580,1615)
text-block: — Ἀκόμη δὲν τὰ εἶπες ὅλα, ἐψιθύρισε. xyxy=(1092,1748,1286,1759)
text-block: Ἀναλαμβάνει τὴν ἐκτέλεσιν συνταγῶν μετὰ πάσης ἀκριβείας καὶ ἐπιμελείας. Τιμαὶ συναγωνισμοῦ. Παραγγελίαι ἐκ τῶν ἐπαρχιῶν ἐκτελοῦνται αὐθημερόν. xyxy=(292,1299,765,1322)
bank-notice-title: ΕΘΝΙΚΗ ΤΡΑΠΕΖΑ ΤΗΣ ΕΛΛΑΔΟΣ xyxy=(782,838,1008,872)
bank-chios-title: ΤΡΑΠΕΖΑ ΧΙΟΥ xyxy=(381,791,676,831)
text-block: Ἐπιστρέφων εἰς τὴν ἐξομολόγησιν, ὁ ρήτωρ ἀναφέρει τὰς τελευταίας λέξεις τοῦ ἥρωος πρὸς τοὺς περὶ αὐτόν, ἀποκαλύπτων τὴν μεγαλοψυχίαν καὶ τὴν ἀγάπην του πρὸς τὴν πατρίδα. xyxy=(1268,668,1580,715)
text-block: Ὅτι τὴν ἑσπέραν τῆς 30ῆς Ἀπριλίου ἐ. ἔ., καθ' ἣν ἑορτάζεται ἡ Πρωτομαγιὰ εἰς τὸ Πεδίον τοῦ Ἄρεως, πρὸς διευκόλυνσιν τοῦ κοινοῦ καὶ πρόληψιν δυστυχημάτων, ἐπιβάλλονται αἱ ἑξῆς διατάξεις: xyxy=(537,171,765,230)
text-block: Ἡ Ρόζα δὲν εἶπε τίποτε. Ἐσκέπτετο βαθειὰ καὶ ἐφαίνετο ὅτι ἐπηρεάζετο ἀπὸ τὴν διήγησιν τῆς δυστυχισμένης γυναικός. Τέλος ἐσηκώθη καὶ ἐπλησίασε τὸ παράθυρον. xyxy=(545,1540,800,1587)
text-block: ΣΑΒΒΑΤΟΝ, 30-4-27.—«Ἰωάννα» 6 π. μ. Ἀργοστόλι-Ζάκυνθον 11 π. μ. Κωνσταντινούπολιν, «Ἑλλὰς» 3 μ. μ. Σμύρνην, «Ἀδριατικὸν» 2 μ. μ. Χίον, Μυτιλήνην, «Νεράιδα» 2 μ. μ. Βόλον, Θεσσαλονίκην, Καβάλλαν, Σάμον. xyxy=(30,284,270,355)
masthead-rule-left xyxy=(20,12,680,13)
wounded-heading: ΠΛΗΓΩΝΕΤΑΙ ΚΑΙ ΠΙΠΤΕΙ xyxy=(1333,538,1515,552)
bank-date: 30 Ἀπριλίου 1927 xyxy=(79,711,221,727)
text-block: Δέχεται καταθέσεις «Ταμιευτηρίου» εἰς τὸ Κεντρικὸν Κατάστημα καὶ ἅπαντα τὰ ὑποκαταστήματα καὶ πρακτορεῖα τῆς μέχρι δραχ. 6.000, μὲ τόκον 5 ο]ο. xyxy=(30,948,270,995)
police-date: Ἀθῆναι τῇ 30 Ἀπριλίου 1927 xyxy=(537,581,667,591)
text-block: Καὶ ὅμως ὁ ἀρχιστράτηγος αὐτὸς οὐδέποτε ἐξήρτα τὴν τύχην του ἀπὸ τῆς τύχης. Ἐπίστευεν εἰς τὸ δίκαιον τοῦ ἀγῶνος καὶ εἰς τὴν ἀνδρείαν τῶν παλληκαριῶν του. xyxy=(1268,496,1580,531)
text-block: Ὁ Καραϊσκάκης, λέγει ὁ ρήτωρ, ἦτο ἐκ τῶν ὀλίγων ἐκείνων ἀνδρῶν οἱ ὁποῖοι συνεδύαζον τὴν ὁρμὴν τοῦ πολεμιστοῦ μὲ τὴν σύνεσιν τοῦ στρατηγοῦ. Αἱ ἐπιχειρήσεις του ἐστηρίζοντο εἰς ἀκριβῆ γνῶσιν τοῦ ἐδάφους καὶ τοῦ ἐχθροῦ. xyxy=(1268,432,1580,491)
